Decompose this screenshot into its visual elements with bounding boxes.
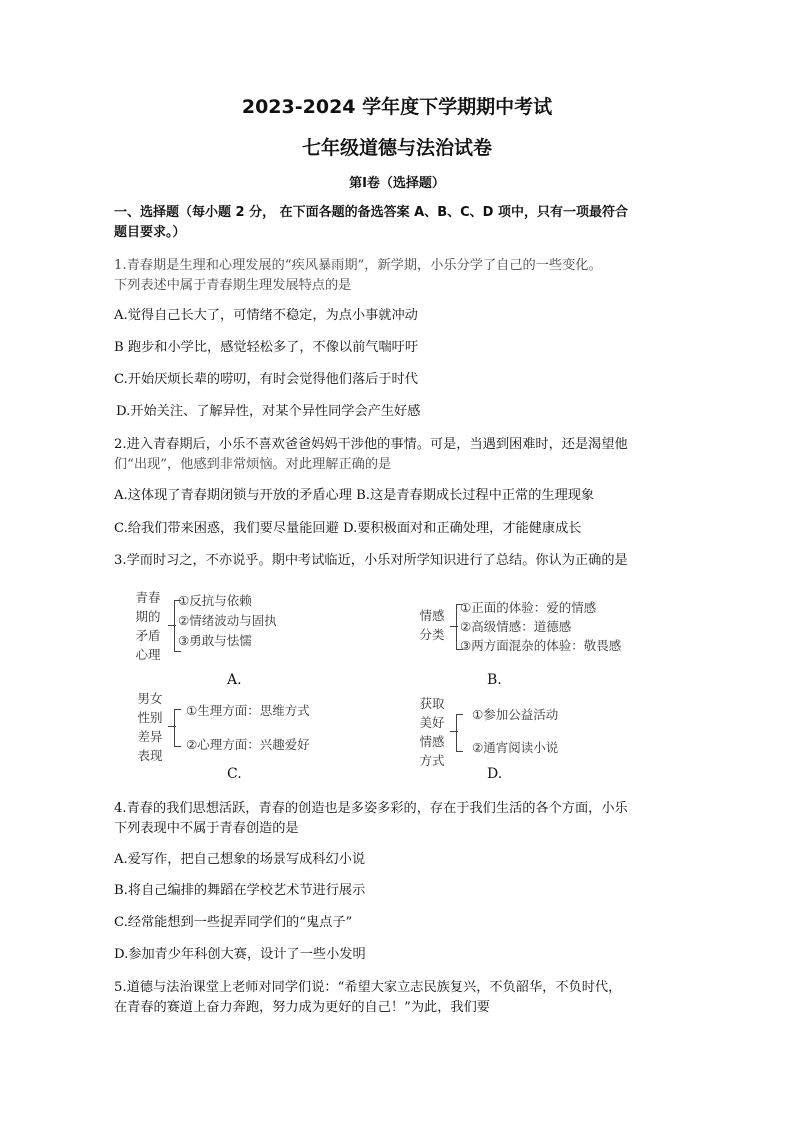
- instruction-line-2: 题目要求。）: [114, 225, 186, 240]
- instruction-line-1: 一、选择题（每小题 2 分， 在下面各题的备选答案 A、B、C、D 项中，只有一项最符合: [114, 205, 628, 220]
- exam-title: 2023-2024 学年度下学期期中考试: [241, 96, 553, 118]
- diagram-b-item-1: ①正面的体验：爱的情感: [460, 600, 597, 615]
- q4-option-b: B.将自己编排的舞蹈在学校艺术节进行展示: [114, 883, 366, 898]
- diagram-d-label-4: 方式: [419, 753, 445, 768]
- q3-option-d-label: D.: [487, 766, 503, 782]
- q2-options-cd: C.给我们带来困惑，我们要尽量能回避 D.要积极面对和正确处理，才能健康成长: [114, 521, 582, 536]
- q1-stem-line-2: 下列表述中属于青春期生理发展特点的是: [114, 278, 352, 293]
- diagram-a-label-3: 矛盾: [135, 628, 161, 643]
- q3-option-b-label: B.: [487, 672, 502, 688]
- q2-options-ab: A.这体现了青春期闭锁与开放的矛盾心理 B.这是青春期成长过程中正常的生理现象: [114, 488, 595, 503]
- diagram-d-label-2: 美好: [419, 715, 445, 730]
- diagram-b-item-2: ②高级情感：道德感: [460, 619, 572, 634]
- diagram-c-item-2: ②心理方面：兴趣爱好: [186, 737, 310, 752]
- q5-stem-line-1: 5.道德与法治课堂上老师对同学们说：“希望大家立志民族复兴，不负韶华，不负时代，: [114, 980, 622, 995]
- q4-option-a: A.爱写作，把自己想象的场景写成科幻小说: [114, 852, 366, 867]
- diagram-c-label-4: 表现: [137, 748, 163, 763]
- diagram-c-label-1: 男女: [137, 691, 163, 706]
- diagram-a-label-4: 心理: [135, 647, 161, 662]
- diagram-d-item-1: ①参加公益活动: [472, 707, 559, 722]
- q1-option-a: A.觉得自己长大了，可情绪不稳定，为点小事就冲动: [114, 308, 418, 323]
- q2-stem-line-1: 2.进入青春期后，小乐不喜欢爸爸妈妈干涉他的事情。可是，当遇到困难时，还是渴望他: [114, 437, 628, 452]
- diagram-d-item-2: ②通宵阅读小说: [472, 740, 559, 755]
- diagram-b-item-3: ③两方面混杂的体验：敬畏感: [460, 638, 622, 653]
- diagram-a-item-1: ①反抗与依赖: [178, 593, 252, 608]
- q3-stem: 3.学而时习之，不亦说乎。期中考试临近，小乐对所学知识进行了总结。你认为正确的是: [114, 553, 628, 568]
- q3-diagram-d: [414, 694, 634, 774]
- q4-option-c: C.经常能想到一些捉弄同学们的“鬼点子”: [114, 915, 353, 930]
- q4-stem-line-1: 4.青春的我们思想活跃，青春的创造也是多姿多彩的，存在于我们生活的各个方面，小乐: [114, 801, 628, 816]
- q3-diagram-c: [132, 689, 352, 769]
- diagram-b-label-1: 情感: [419, 608, 445, 623]
- diagram-c-label-3: 差异: [137, 729, 163, 744]
- q3-diagram-b: [414, 596, 654, 666]
- diagram-a-label-1: 青春: [135, 590, 161, 605]
- q1-option-b: B 跑步和小学比，感觉轻松多了，不像以前气喘吁吁: [114, 340, 419, 355]
- q4-option-d: D.参加青少年科创大赛，设计了一些小发明: [114, 947, 366, 962]
- diagram-c-label-2: 性别: [137, 710, 163, 725]
- section-title: 第Ⅰ卷（选择题）: [349, 176, 445, 191]
- diagram-a-item-2: ②情绪波动与固执: [178, 613, 277, 628]
- diagram-b-label-2: 分类: [419, 627, 445, 642]
- q3-option-c-label: C.: [227, 766, 242, 782]
- exam-subtitle: 七年级道德与法治试卷: [301, 137, 492, 159]
- q2-stem-line-2: 们“出现”，他感到非常烦恼。对此理解正确的是: [114, 457, 392, 472]
- q4-stem-line-2: 下列表现中不属于青春创造的是: [114, 821, 299, 836]
- diagram-a-label-2: 期的: [135, 609, 161, 624]
- diagram-d-label-3: 情感: [419, 734, 445, 749]
- diagram-a-item-3: ③勇敢与怯懦: [178, 633, 252, 648]
- q5-stem-line-2: 在青春的赛道上奋力奔跑，努力成为更好的自己！”为此，我们要: [114, 1000, 490, 1015]
- diagram-c-brace: [174, 709, 181, 747]
- diagram-d-brace: [456, 714, 463, 752]
- q3-option-a-label: A.: [227, 672, 242, 688]
- q1-stem-line-1: 1.青春期是生理和心理发展的“疾风暴雨期”，新学期，小乐分学了自己的一些变化。: [114, 258, 602, 273]
- q1-option-c: C.开始厌烦长辈的唠叨，有时会觉得他们落后于时代: [114, 372, 418, 387]
- diagram-c-item-1: ①生理方面：思维方式: [186, 703, 310, 718]
- q1-option-d: D.开始关注、了解异性，对某个异性同学会产生好感: [116, 404, 421, 419]
- diagram-d-label-1: 获取: [419, 696, 445, 711]
